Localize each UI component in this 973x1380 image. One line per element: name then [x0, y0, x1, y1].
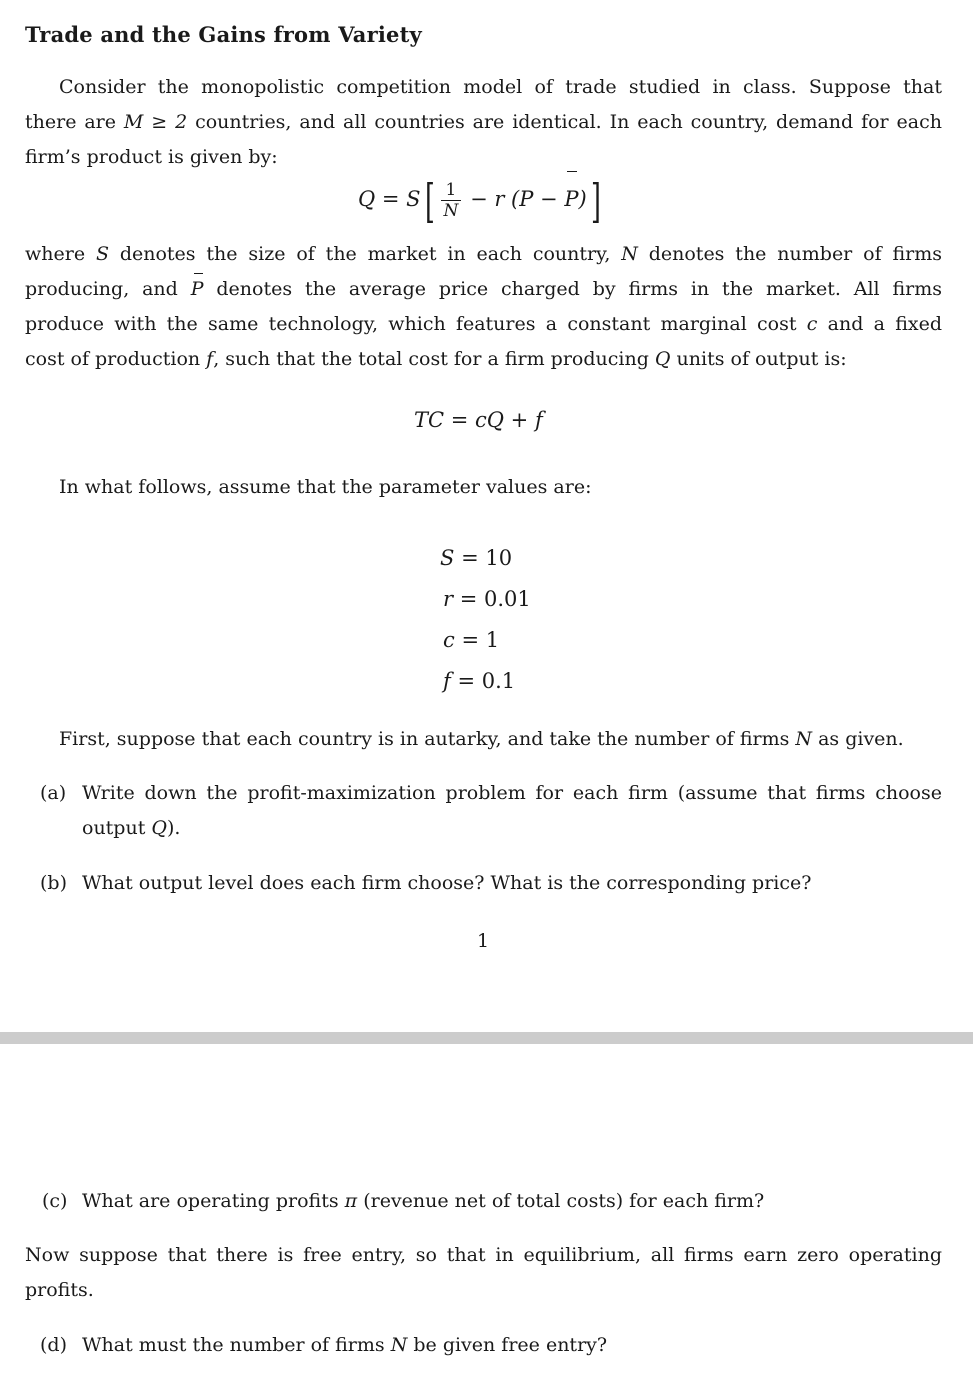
math-N: N	[795, 728, 813, 750]
param-value: = 1	[454, 628, 500, 652]
desc-text: produce with the same technology, which features a constant marginal cost	[25, 313, 807, 335]
intro-paragraph	[25, 70, 942, 175]
question-c-text: What are operating profits	[82, 1190, 345, 1212]
param-c	[440, 620, 531, 661]
math-c: c	[806, 313, 818, 335]
math-S: S	[95, 243, 109, 265]
question-d-label: (d)	[40, 1334, 67, 1356]
desc-text: denotes the size of the market in each country,	[108, 243, 622, 265]
question-a	[40, 776, 942, 846]
param-symbol: c	[443, 628, 455, 652]
right-bracket: ]	[590, 173, 601, 228]
question-d	[40, 1328, 607, 1363]
demand-close: )	[578, 187, 587, 211]
free-entry-paragraph	[25, 1238, 942, 1308]
page-divider	[0, 1032, 973, 1044]
demand-lhs: Q = S	[358, 187, 421, 211]
question-b-text: What output level does each firm choose? What is the corresponding price?	[82, 872, 812, 894]
free-entry-line-1: Now suppose that there is free entry, so that in equilibrium, all firms earn zero operating	[25, 1244, 942, 1266]
question-a-text: ).	[166, 817, 181, 839]
question-a-line-1: Write down the profit-maximization problem for each firm (assume that firms choose	[82, 782, 942, 804]
autarky-text: as given.	[812, 728, 904, 750]
desc-text: units of output is:	[670, 348, 847, 370]
math-Q: Q	[151, 817, 167, 839]
question-d-text: What must the number of firms	[82, 1334, 391, 1356]
question-c	[42, 1184, 764, 1219]
param-value: = 0.1	[450, 669, 516, 693]
question-a-label: (a)	[40, 782, 67, 804]
param-symbol: f	[443, 669, 451, 693]
intro-text: countries, and all countries are identical. In each country, demand for each	[187, 111, 942, 133]
total-cost-equation: TC = cQ + f	[414, 408, 543, 432]
desc-line-3	[25, 307, 942, 342]
countries-math: M ≥ 2	[123, 111, 188, 133]
math-f: f	[206, 348, 214, 370]
question-b	[40, 866, 811, 901]
parameter-list	[440, 538, 531, 702]
question-c-label: (c)	[42, 1190, 68, 1212]
math-pi: π	[344, 1190, 358, 1212]
demand-rest: − r (P −	[463, 187, 565, 211]
demand-equation	[358, 170, 605, 228]
param-symbol: S	[440, 546, 455, 570]
description-paragraph	[25, 237, 942, 377]
intro-text: there are	[25, 111, 124, 133]
desc-line-2	[25, 272, 942, 307]
params-intro: In what follows, assume that the parameter values are:	[59, 476, 592, 498]
desc-line-4	[25, 342, 942, 377]
intro-line-3: firm’s product is given by:	[25, 146, 278, 168]
param-value: = 0.01	[453, 587, 531, 611]
math-N: N	[621, 243, 638, 265]
question-d-text: be given free entry?	[407, 1334, 608, 1356]
intro-line-2	[25, 105, 942, 140]
desc-text: denotes the average price charged by firms in the market. All firms	[203, 278, 942, 300]
desc-line-1	[25, 237, 942, 272]
page-number: 1	[477, 930, 490, 952]
fraction-denominator: N	[443, 201, 459, 221]
autarky-text: First, suppose that each country is in autarky, and take the number of firms	[59, 728, 796, 750]
question-a-line-2	[82, 811, 942, 846]
free-entry-line-2: profits.	[25, 1279, 94, 1301]
fraction-1-over-n	[441, 180, 462, 221]
math-Pbar: P	[191, 272, 204, 307]
param-value: = 10	[454, 546, 513, 570]
question-b-label: (b)	[40, 872, 67, 894]
desc-text: where	[25, 243, 96, 265]
desc-text: cost of production	[25, 348, 207, 370]
desc-text: , such that the total cost for a firm producing	[213, 348, 655, 370]
question-c-text: (revenue net of total costs) for each firm?	[357, 1190, 765, 1212]
param-S	[440, 538, 531, 579]
math-Q: Q	[654, 348, 671, 370]
autarky-sentence	[59, 722, 904, 757]
desc-text: and a fixed	[817, 313, 943, 335]
math-N: N	[390, 1334, 408, 1356]
param-r	[440, 579, 531, 620]
section-title: Trade and the Gains from Variety	[25, 22, 422, 47]
param-symbol: r	[443, 587, 454, 611]
desc-text: producing, and	[25, 278, 191, 300]
average-price-symbol: P	[564, 170, 578, 228]
question-a-text: output	[82, 817, 152, 839]
intro-line-1: Consider the monopolistic competition model of trade studied in class. Suppose that	[59, 76, 942, 98]
left-bracket: [	[424, 173, 435, 228]
desc-text: denotes the number of firms	[637, 243, 942, 265]
fraction-numerator: 1	[441, 180, 462, 201]
param-f	[440, 661, 531, 702]
